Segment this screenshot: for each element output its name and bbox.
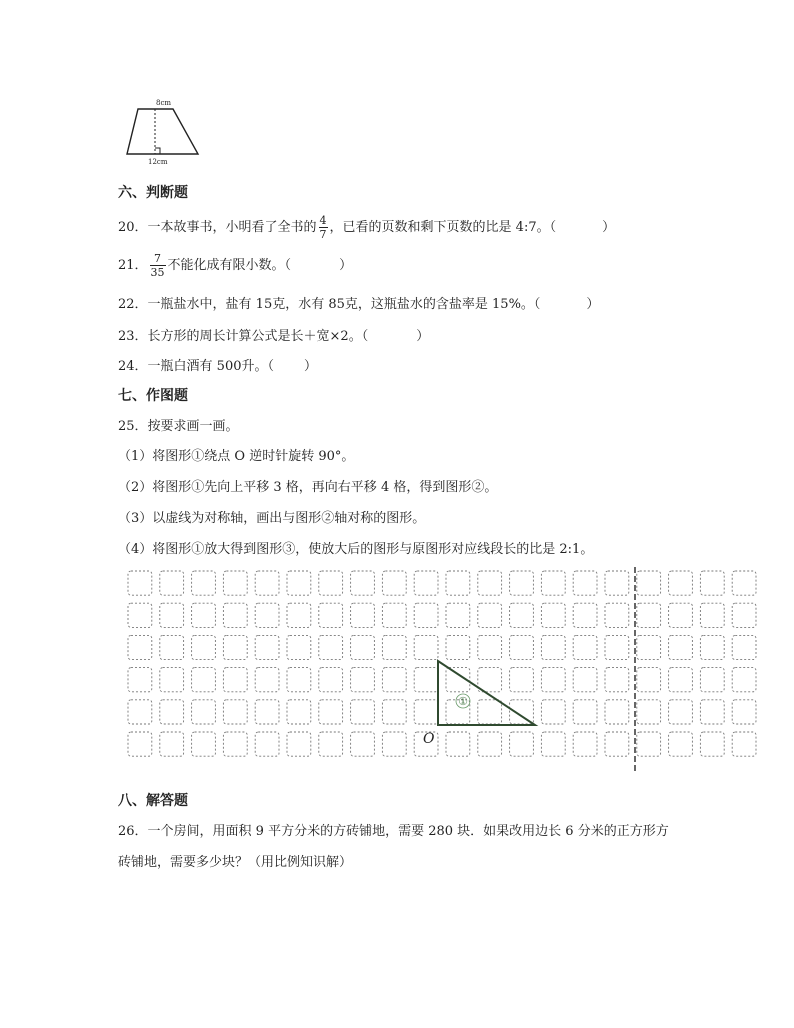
grid-cell: [700, 603, 724, 627]
grid-cell: [319, 635, 343, 659]
grid-cell: [700, 700, 724, 724]
q22-text: 22．一瓶盐水中，盐有 15克，水有 85克，这瓶盐水的含盐率是 15%。（: [118, 297, 541, 312]
grid-cell: [669, 603, 693, 627]
section-6-title: 六、判断题: [118, 185, 188, 201]
grid-cell: [382, 668, 406, 692]
question-26-line-2: 砖铺地，需要多少块？（用比例知识解）: [118, 855, 353, 870]
q21-number: 21．: [118, 258, 148, 273]
q23-text: 23．长方形的周长计算公式是长＋宽×2。（: [118, 329, 369, 344]
grid-cell: [192, 700, 216, 724]
grid-cell: [382, 603, 406, 627]
grid-cell: [605, 700, 629, 724]
grid-cell: [573, 732, 597, 756]
grid-cell: [192, 668, 216, 692]
grid-cell: [510, 635, 534, 659]
q20-text: 20．一本故事书，小明看了全书的: [118, 220, 317, 235]
grid-cell: [478, 603, 502, 627]
grid-cell: [669, 668, 693, 692]
grid-cell: [541, 668, 565, 692]
grid-cell: [700, 732, 724, 756]
question-20: [118, 214, 615, 241]
grid-cell: [414, 700, 438, 724]
grid-cell: [160, 571, 184, 595]
grid-cell: [160, 603, 184, 627]
section-8-title: 八、解答题: [118, 793, 188, 809]
grid-cell: [351, 635, 375, 659]
grid-cell: [510, 571, 534, 595]
q25-item-1: （1）将图形①绕点 O 逆时针旋转 90°。: [118, 449, 355, 464]
grid-cell: [255, 700, 279, 724]
grid-cell: [732, 635, 756, 659]
q20-numerator: 4: [319, 214, 327, 227]
grid-cell: [700, 668, 724, 692]
q20-denominator: 7: [319, 228, 327, 241]
grid-cell: [255, 668, 279, 692]
trapezoid-top-label: 8cm: [156, 99, 172, 107]
section-7-title: 七、作图题: [118, 388, 188, 404]
grid-cell: [192, 635, 216, 659]
grid-cell: [192, 603, 216, 627]
shape-1-triangle: [438, 661, 535, 725]
grid-cell: [478, 732, 502, 756]
grid-cell: [128, 635, 152, 659]
grid-cell: [255, 571, 279, 595]
grid-cell: [160, 668, 184, 692]
grid-cell: [287, 732, 311, 756]
q21-denominator: 35: [150, 266, 165, 279]
question-26-line-1: 26．一个房间，用面积 9 平方分米的方砖铺地，需要 280 块．如果改用边长 6 分米的正方形方: [118, 824, 669, 839]
grid-cell: [223, 700, 247, 724]
grid-cell: [287, 700, 311, 724]
grid-cell: [446, 603, 470, 627]
grid-cell: [573, 700, 597, 724]
grid-cell: [351, 700, 375, 724]
grid-cell: [255, 732, 279, 756]
grid-cell: [669, 635, 693, 659]
grid-cell: [223, 668, 247, 692]
grid-cell: [637, 732, 661, 756]
q25-item-2: （2）将图形①先向上平移 3 格，再向右平移 4 格，得到图形②。: [118, 480, 498, 495]
grid-cell: [255, 603, 279, 627]
grid-cell: [478, 700, 502, 724]
question-21: [118, 252, 352, 279]
grid-cell: [128, 732, 152, 756]
grid-cell: [446, 635, 470, 659]
grid-cell: [637, 700, 661, 724]
grid-cell: [510, 732, 534, 756]
grid-cell: [700, 571, 724, 595]
q21-fraction: [150, 252, 166, 279]
grid-cell: [541, 635, 565, 659]
grid-cell: [732, 732, 756, 756]
grid-cell: [732, 603, 756, 627]
grid-cell: [128, 571, 152, 595]
grid-cell: [414, 668, 438, 692]
grid-cell: [382, 571, 406, 595]
grid-cell: [446, 571, 470, 595]
grid-cell: [319, 571, 343, 595]
grid-cell: [510, 603, 534, 627]
grid-cell: [223, 732, 247, 756]
grid-cell: [351, 668, 375, 692]
right-angle-mark: [155, 148, 160, 154]
grid-cell: [732, 668, 756, 692]
grid-cell: [382, 700, 406, 724]
grid-cell: [414, 603, 438, 627]
grid-cell: [573, 668, 597, 692]
grid-cell: [319, 668, 343, 692]
origin-label: O: [423, 731, 435, 747]
q23-close-paren: ）: [416, 329, 430, 344]
grid-cell: [637, 571, 661, 595]
q20-close-paren: ）: [602, 220, 616, 235]
grid-cell: [541, 732, 565, 756]
grid-cell: [605, 635, 629, 659]
grid-cell: [414, 635, 438, 659]
grid-cell: [669, 732, 693, 756]
grid-cell: [287, 603, 311, 627]
grid-cell: [287, 635, 311, 659]
grid-cell: [382, 635, 406, 659]
grid-cell: [637, 603, 661, 627]
grid-cell: [382, 732, 406, 756]
grid-cell: [351, 571, 375, 595]
grid-cell: [414, 571, 438, 595]
grid-cell: [541, 700, 565, 724]
grid-cell: [510, 700, 534, 724]
q24-close-paren: ）: [304, 359, 318, 374]
q25-item-4: （4）将图形①放大得到图形③，使放大后的图形与原图形对应线段长的比是 2:1。: [118, 542, 594, 557]
drawing-grid: [124, 567, 760, 773]
grid-cell: [605, 732, 629, 756]
grid-cell: [637, 668, 661, 692]
grid-cell: [700, 635, 724, 659]
grid-cell: [223, 635, 247, 659]
grid-cell: [287, 668, 311, 692]
grid-cell: [287, 571, 311, 595]
q21-text: 不能化成有限小数。（: [167, 258, 292, 273]
q21-close-paren: ）: [339, 258, 353, 273]
grid-cell: [510, 668, 534, 692]
grid-cell: [160, 732, 184, 756]
grid-cell: [605, 603, 629, 627]
grid-cell: [573, 571, 597, 595]
grid-cell: [478, 571, 502, 595]
question-23: [118, 325, 429, 344]
trapezoid-figure: [118, 96, 213, 168]
grid-cell: [478, 668, 502, 692]
q21-numerator: 7: [150, 252, 166, 266]
grid-cell: [160, 700, 184, 724]
grid-cell: [446, 732, 470, 756]
question-24: [118, 355, 317, 374]
grid-cell: [223, 571, 247, 595]
grid-cell: [732, 571, 756, 595]
q24-text: 24．一瓶白酒有 500升。（: [118, 359, 274, 374]
grid-cell: [573, 635, 597, 659]
grid-cell: [351, 732, 375, 756]
q22-close-paren: ）: [586, 297, 600, 312]
grid-cell: [160, 635, 184, 659]
grid-cell: [541, 603, 565, 627]
q25-item-3: （3）以虚线为对称轴，画出与图形②轴对称的图形。: [118, 511, 426, 526]
shape-1-label: ①: [458, 695, 468, 708]
grid-cell: [192, 732, 216, 756]
q20-text-2: ，已看的页数和剩下页数的比是 4:7。（: [329, 220, 557, 235]
question-22: [118, 293, 599, 312]
grid-cell: [605, 571, 629, 595]
grid-cell: [128, 603, 152, 627]
grid-cell: [192, 571, 216, 595]
grid-cell: [128, 700, 152, 724]
q20-fraction: [319, 214, 328, 241]
grid-cell: [128, 668, 152, 692]
grid-cell: [319, 732, 343, 756]
grid-cell: [223, 603, 247, 627]
grid-cell: [573, 603, 597, 627]
trapezoid-bottom-label: 12cm: [148, 158, 168, 166]
trapezoid-shape: [127, 109, 198, 154]
grid-cell: [541, 571, 565, 595]
grid-cell: [669, 571, 693, 595]
grid-cell: [351, 603, 375, 627]
grid-cell: [732, 700, 756, 724]
grid-cell: [478, 635, 502, 659]
grid-cell: [255, 635, 279, 659]
grid-cell: [605, 668, 629, 692]
grid-cell: [669, 700, 693, 724]
grid-cell: [637, 635, 661, 659]
grid-cell: [319, 700, 343, 724]
question-25: 25．按要求画一画。: [118, 419, 239, 434]
grid-cell: [319, 603, 343, 627]
